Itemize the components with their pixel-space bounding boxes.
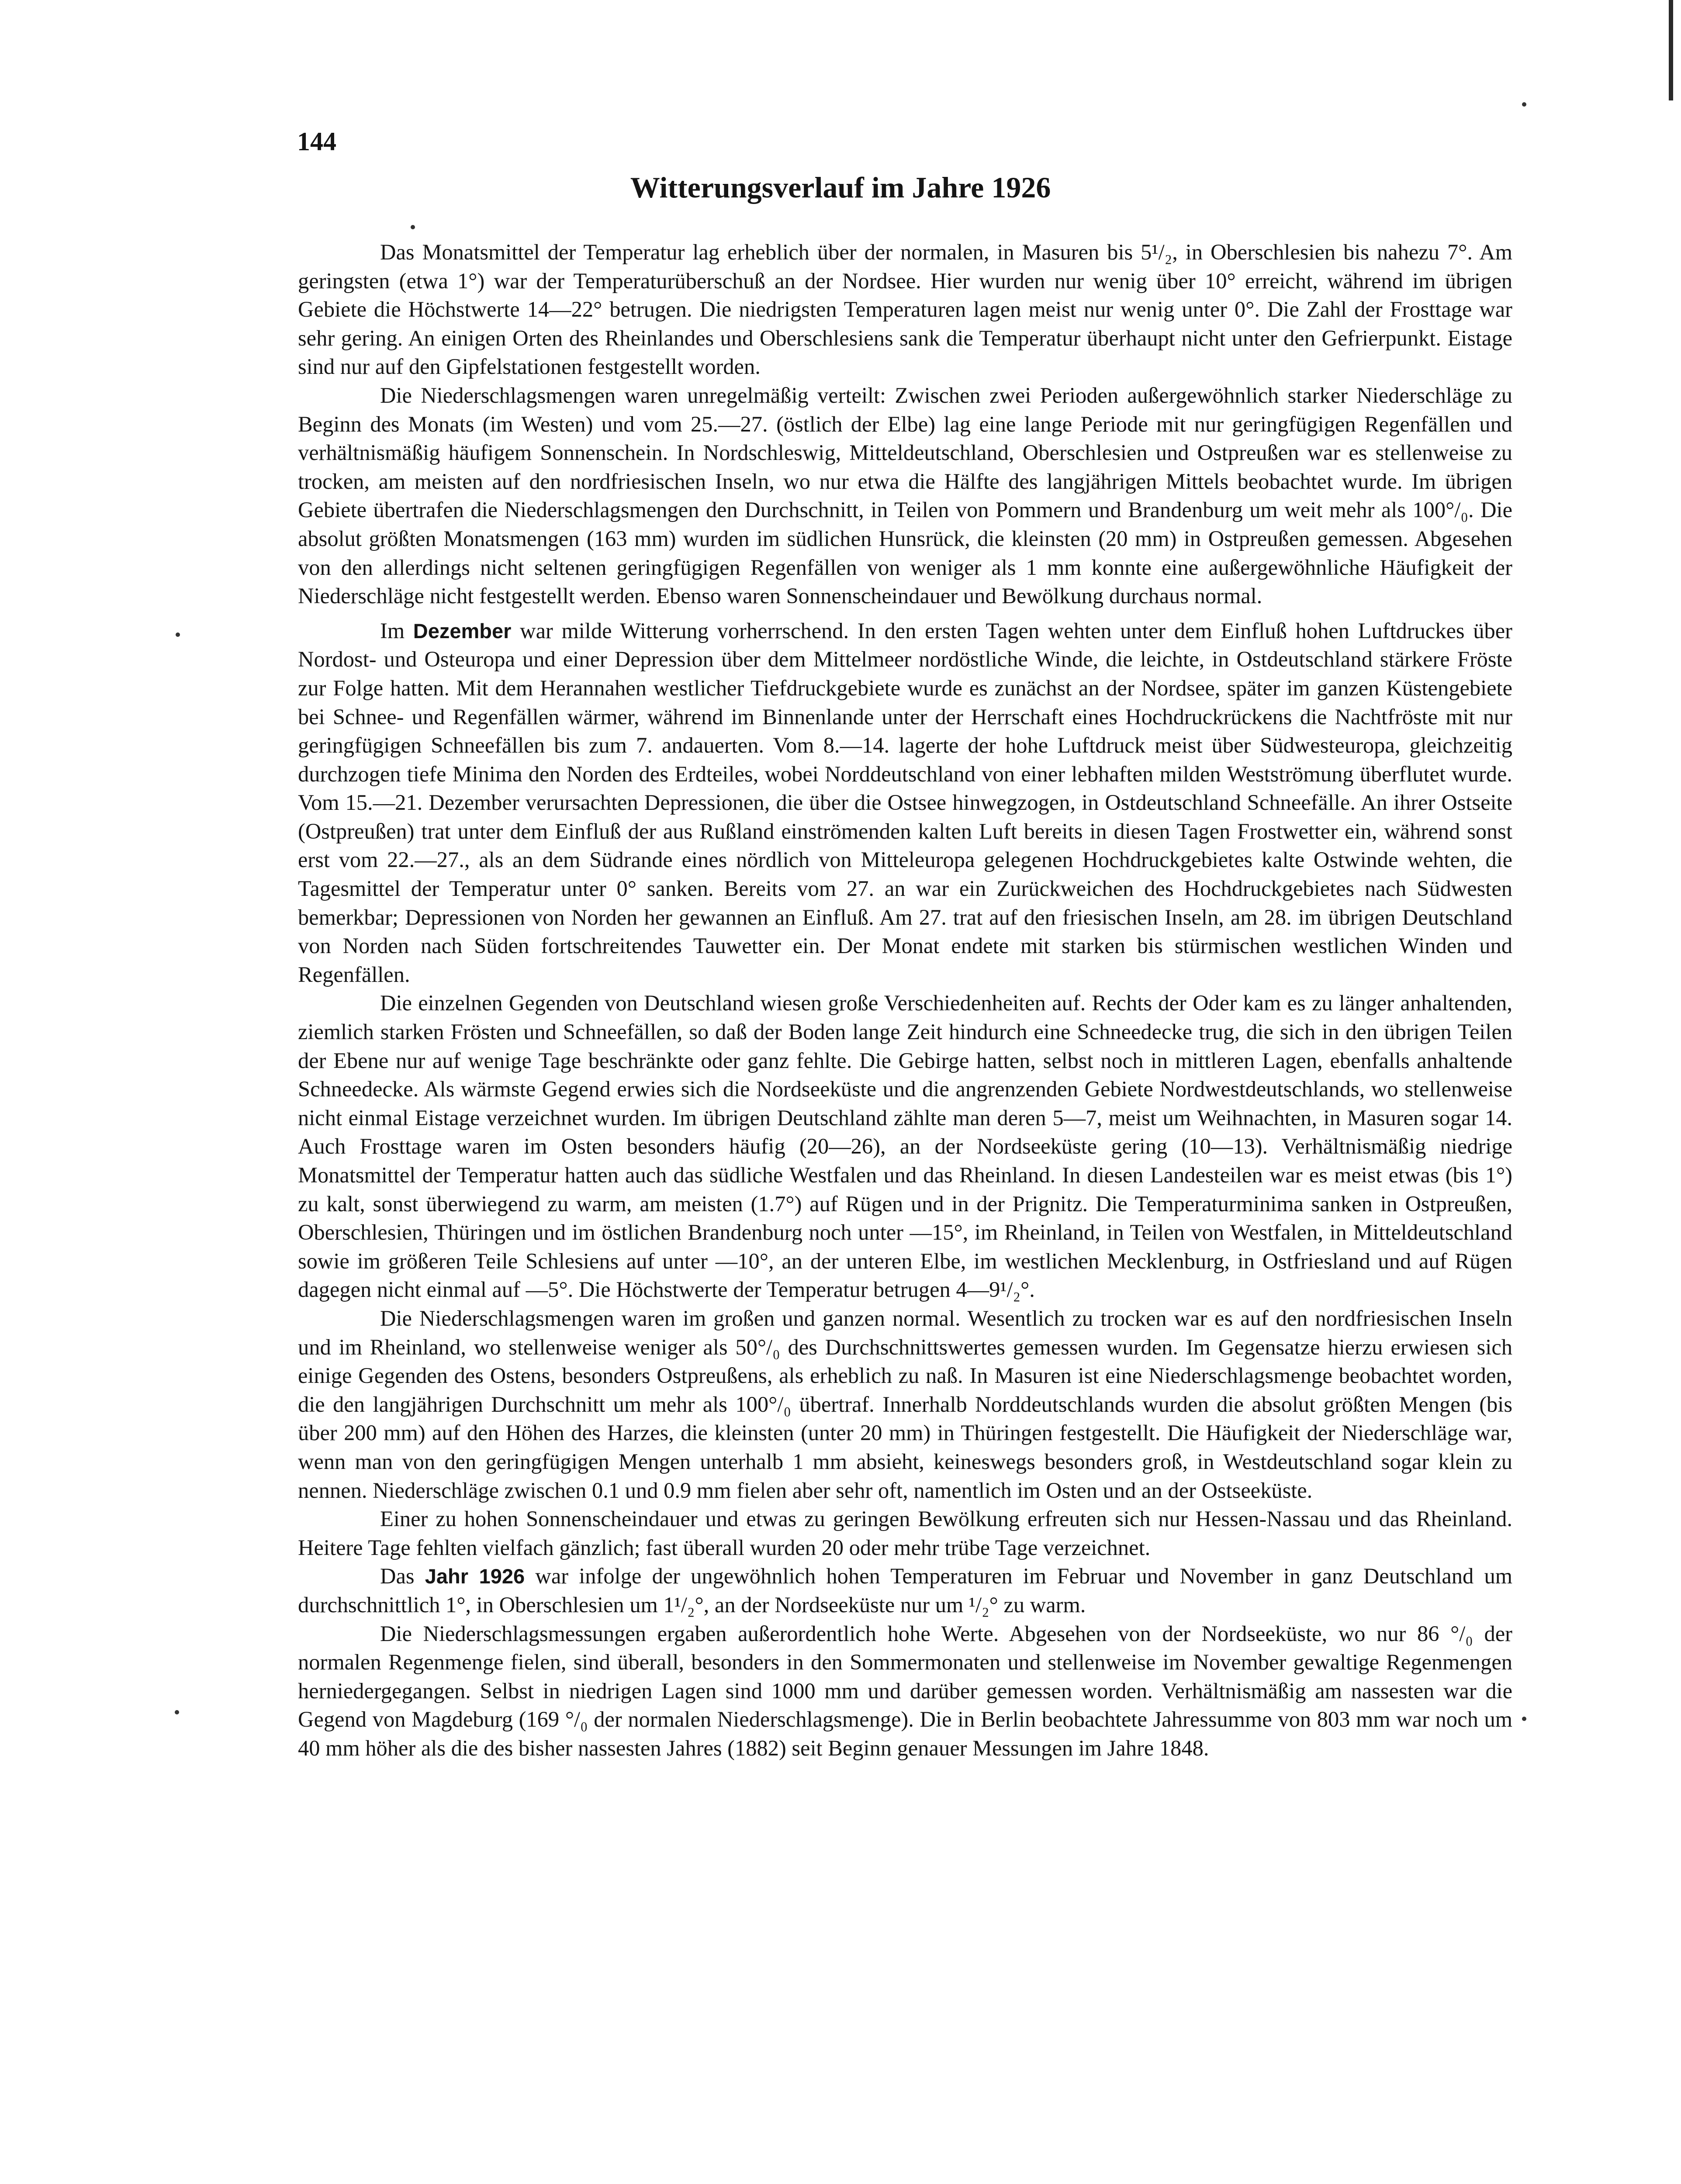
page-title: Witterungsverlauf im Jahre 1926 [630,171,1051,204]
paragraph-december-precipitation: Die Niederschlagsmengen waren im großen und ganzen normal. Wesentlich zu trocken war es auf den nordfriesischen Inseln und im Rheinland, wo stellenweise weniger als 50°/₀ des Durchschnittswertes gemessen wurden. Im Gegensatze hierzu erwiesen sich einige Gegenden des Ostens, besonders Ostpreußens, als erheblich zu naß. In Masuren ist eine Niederschlagsmenge beobachtet worden, die den langjährigen Durchschnitt um mehr als 100°/₀ übertraf. Innerhalb Norddeutschlands wurden die absolut größten Mengen (bis über 200 mm) auf den Höhen des Harzes, die kleinsten (unter 20 mm) in Thüringen festgestellt. Die Häufigkeit der Niederschläge war, wenn man von den geringfügigen Mengen unterhalb 1 mm absieht, keineswegs besonders groß, in Westdeutschland sogar klein zu nennen. Niederschläge zwischen 0.1 und 0.9 mm fielen aber sehr oft, namentlich im Osten und an der Ostseeküste. [298,1306,1512,1503]
year-heading-1926: Jahr 1926 [425,1565,525,1588]
paragraph-year-precipitation: Die Niederschlagsmessungen ergaben außerordentlich hohe Werte. Abgesehen von der Nordseeküste, wo nur 86 °/₀ der normalen Regenmenge fielen, sind überall, besonders in den Sommermonaten und stellenweise im November gewaltige Regenmengen herniedergegangen. Selbst in niedrigen Lagen sind 1000 mm und darüber gemessen worden. Verhältnismäßig am nassesten war die Gegend von Magdeburg (169 °/₀ der normalen Niederschlagsmenge). Die in Berlin beobachtete Jahressumme von 803 mm war noch um 40 mm höher als die des bisher nassesten Jahres (1882) seit Beginn genauer Messungen im Jahre 1848. [298,1621,1512,1760]
scan-speck [1522,102,1526,107]
scan-speck [1522,1717,1526,1721]
paragraph-precipitation-november: Die Niederschlagsmengen waren unregelmäßig verteilt: Zwischen zwei Perioden außergewöhnlich starker Niederschläge zu Beginn des Monats (im Westen) und vom 25.—27. (östlich der Elbe) lag eine lange Periode mit nur geringfügigen Regenfällen und verhältnismäßig häufigem Sonnenschein. In Nordschleswig, Mitteldeutschland, Oberschlesien und Ostpreußen war es stellenweise zu trocken, am meisten auf den nordfriesischen Inseln, wo nur etwa die Hälfte des langjährigen Mittels beobachtet wurde. Im übrigen Gebiete übertrafen die Niederschlagsmengen den Durchschnitt, in Teilen von Pommern und Brandenburg um weit mehr als 100°/₀. Die absolut größten Monatsmengen (163 mm) wurden im südlichen Hunsrück, die kleinsten (20 mm) in Ostpreußen gemessen. Abgesehen von den allerdings nicht seltenen geringfügigen Regenfällen von weniger als 1 mm konnte eine außergewöhnliche Häufigkeit der Niederschläge nicht festgestellt werden. Ebenso waren Sonnenscheindauer und Bewölkung durchaus normal. [298,383,1512,608]
scan-speck [175,1710,179,1714]
paragraph-december-regions: Die einzelnen Gegenden von Deutschland wiesen große Verschiedenheiten auf. Rechts der Oder kam es zu länger anhaltenden, ziemlich starken Frösten und Schneefällen, so daß der Boden lange Zeit hindurch eine Schneedecke trug, die sich in den übrigen Teilen der Ebene nur auf wenige Tage beschränkte oder ganz fehlte. Die Gebirge hatten, selbst noch in mittleren Lagen, ebenfalls anhaltende Schneedecke. Als wärmste Gegend erwies sich die Nordseeküste und die angrenzenden Gebiete Nordwestdeutschlands, wo stellenweise nicht einmal Eistage verzeichnet wurden. Im übrigen Deutschland zählte man deren 5—7, meist um Weihnachten, in Masuren sogar 14. Auch Frosttage waren im Osten besonders häufig (20—26), an der Nordseeküste gering (10—13). Verhältnismäßig niedrige Monatsmittel der Temperatur hatten auch das südliche Westfalen und das Rheinland. In diesen Landesteilen war es meist etwas (bis 1°) zu kalt, sonst überwiegend zu warm, am meisten (1.7°) auf Rügen und in der Prignitz. Die Temperaturminima sanken in Ostpreußen, Oberschlesien, Thüringen und im östlichen Brandenburg noch unter —15°, im Rheinland, in Teilen von Westfalen, in Mitteldeutschland sowie im größeren Teile Schlesiens auf unter —10°, an der unteren Elbe, im westlichen Mecklenburg, in Ostfriesland und auf Rügen dagegen nicht einmal auf —5°. Die Höchstwerte der Temperatur betrugen 4—9¹/₂°. [298,991,1512,1302]
scan-speck [176,632,180,637]
scan-edge-shadow [1669,0,1673,100]
page-number: 144 [297,127,336,156]
article-body [298,238,1512,1762]
paragraph-temperature-november: Das Monatsmittel der Temperatur lag erheblich über der normalen, in Masuren bis 5¹/₂, in Oberschlesien bis nahezu 7°. Am geringsten (etwa 1°) war der Temperaturüberschuß an der Nordsee. Hier wurden nur wenig über 10° erreicht, während im übrigen Gebiete die Höchstwerte 14—22° betrugen. Die niedrigsten Temperaturen lagen meist nur wenig unter 0°. Die Zahl der Frosttage war sehr gering. An einigen Orten des Rheinlandes und Oberschlesiens sank die Temperatur überhaupt nicht unter den Gefrierpunkt. Eistage sind nur auf den Gipfelstationen festgestellt worden. [298,240,1512,379]
scan-speck [411,225,415,229]
paragraph-december-sunshine: Einer zu hohen Sonnenscheindauer und etwas zu geringen Bewölkung erfreuten sich nur Hessen-Nassau und das Rheinland. Heitere Tage fehlten vielfach gänzlich; fast überall wurden 20 oder mehr trübe Tage verzeichnet. [298,1507,1512,1560]
paragraph-december-weather: Im Dezember war milde Witterung vorherrschend. In den ersten Tagen wehten unter dem Einfluß hohen Luftdruckes über Nordost- und Osteuropa und einer Depression über dem Mittelmeer nordöstliche Winde, die leichte, in Ostdeutschland stärkere Fröste zur Folge hatten. Mit dem Herannahen westlicher Tiefdruckgebiete wurde es zunächst an der Nordsee, später im ganzen Küstengebiete bei Schnee- und Regenfällen wärmer, während im Binnenlande unter der Herrschaft eines Hochdruckrückens die Nachtfröste mit nur geringfügigen Schneefällen bis zum 7. andauerten. Vom 8.—14. lagerte der hohe Luftdruck meist über Südwesteuropa, gleichzeitig durchzogen tiefe Minima den Norden des Erdteiles, wobei Norddeutschland von einer lebhaften milden Westströmung überflutet wurde. Vom 15.—21. Dezember verursachten Depressionen, die über die Ostsee hinwegzogen, in Ostdeutschland Schneefälle. An ihrer Ostseite (Ostpreußen) trat unter dem Einfluß der aus Rußland einströmenden kalten Luft bereits in diesen Tagen Frostwetter ein, während sonst erst vom 22.—27., als an dem Südrande eines nördlich von Mitteleuropa gelegenen Hochdruckgebietes kalte Ostwinde wehten, die Tagesmittel der Temperatur unter 0° sanken. Bereits vom 27. an war ein Zurückweichen des Hochdruckgebietes nach Südwesten bemerkbar; Depressionen von Norden her gewannen an Einfluß. Am 27. trat auf den friesischen Inseln, am 28. im übrigen Deutschland von Norden nach Süden fortschreitendes Tauwetter ein. Der Monat endete mit starken bis stürmischen westlichen Winden und Regenfällen. [298,618,1512,987]
month-heading-dezember: Dezember [413,619,512,643]
paragraph-year-1926: Das Jahr 1926 war infolge der ungewöhnlich hohen Temperaturen im Februar und November in ganz Deutschland um durchschnittlich 1°, in Oberschlesien um 1¹/₂°, an der Nordseeküste nur um ¹/₂° zu warm. [298,1564,1512,1617]
